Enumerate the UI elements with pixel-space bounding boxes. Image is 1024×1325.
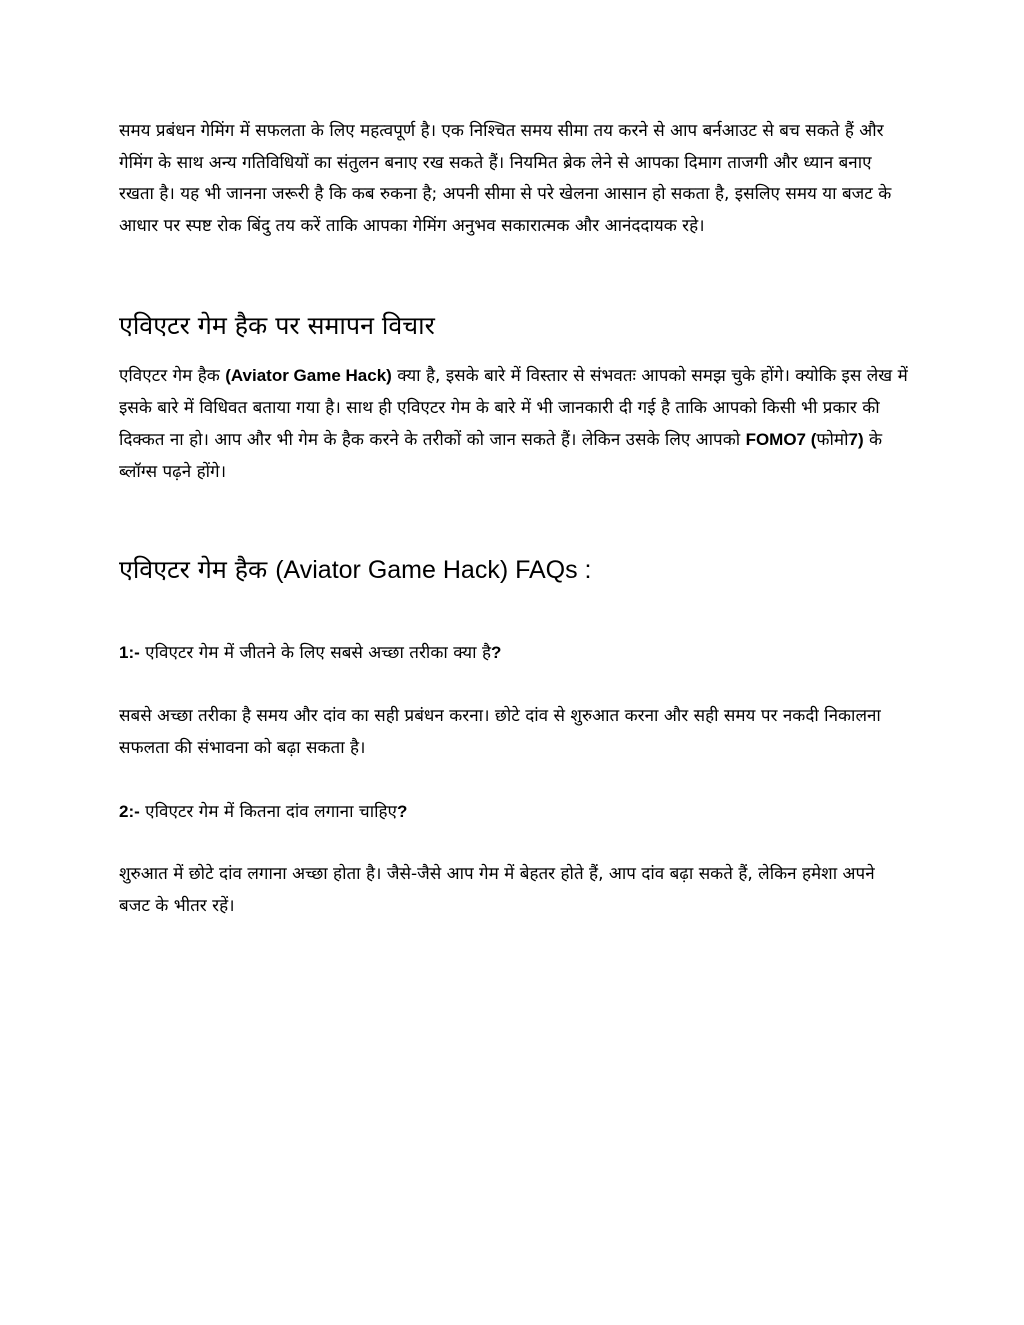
faq-question-mark: ? xyxy=(490,643,502,662)
conclusion-text-2: क्या है, इसके बारे में विस्तार से संभवतः आपको समझ चुके होंगे। क्योकि इस लेख में इसके बारे में विधिवत बताया गया है। साथ ही एविएटर गेम के बारे में भी जानकारी दी गई है ताकि आपको किसी भी प्रकार की दिक्कत ना हो। आप और भी गेम के हैक करने के तरीकों को जान सकते हैं। लेकिन उसके लिए आपको xyxy=(119,366,908,450)
faq-heading-hindi: एविएटर गेम हैक xyxy=(119,555,276,584)
conclusion-heading: एविएटर गेम हैक पर समापन विचार xyxy=(119,311,435,340)
conclusion-bold-aviator: (Aviator Game Hack) xyxy=(225,366,392,385)
faq-heading xyxy=(119,552,909,588)
faq-question-number: 2:- xyxy=(119,802,140,821)
conclusion-bold-7: 7) xyxy=(848,430,864,449)
faq-answer-2: शुरुआत में छोटे दांव लगाना अच्छा होता है। जैसे-जैसे आप गेम में बेहतर होते हैं, आप दांव बढ़ा सकते हैं, लेकिन हमेशा अपने बजट के भीतर रहें। xyxy=(119,864,875,916)
faq-question-mark: ? xyxy=(396,802,408,821)
faq-question-number: 1:- xyxy=(119,643,140,662)
faq-question-text: एविएटर गेम में कितना दांव लगाना चाहिए xyxy=(139,802,397,822)
conclusion-text-4: के ब्लॉग्स पढ़ने होंगे। xyxy=(119,430,883,482)
conclusion-bold-fomo7: FOMO7 ( xyxy=(745,430,817,449)
faq-question-1 xyxy=(119,637,909,670)
conclusion-paragraph xyxy=(119,360,909,488)
conclusion-text-1: एविएटर गेम हैक xyxy=(119,366,226,386)
faq-answer-1: सबसे अच्छा तरीका है समय और दांव का सही प्रबंधन करना। छोटे दांव से शुरुआत करना और सही समय पर नकदी निकालना सफलता की संभावना को बढ़ा सकता है। xyxy=(119,706,881,758)
intro-paragraph: समय प्रबंधन गेमिंग में सफलता के लिए महत्वपूर्ण है। एक निश्चित समय सीमा तय करने से आप बर्नआउट से बच सकते हैं और गेमिंग के साथ अन्य गतिविधियों का संतुलन बनाए रख सकते हैं। नियमित ब्रेक लेने से आपका दिमाग ताजगी और ध्यान बनाए रखता है। यह भी जानना जरूरी है कि कब रुकना है; अपनी सीमा से परे खेलना आसान हो सकता है, इसलिए समय या बजट के आधार पर स्पष्ट रोक बिंदु तय करें ताकि आपका गेमिंग अनुभव सकारात्मक और आनंददायक रहे। xyxy=(119,121,892,236)
faq-heading-latin: (Aviator Game Hack) FAQs : xyxy=(275,556,592,584)
faq-question-2 xyxy=(119,796,909,829)
faq-question-text: एविएटर गेम में जीतने के लिए सबसे अच्छा तरीका क्या है xyxy=(139,643,491,663)
conclusion-text-3: फोमो xyxy=(816,430,849,450)
